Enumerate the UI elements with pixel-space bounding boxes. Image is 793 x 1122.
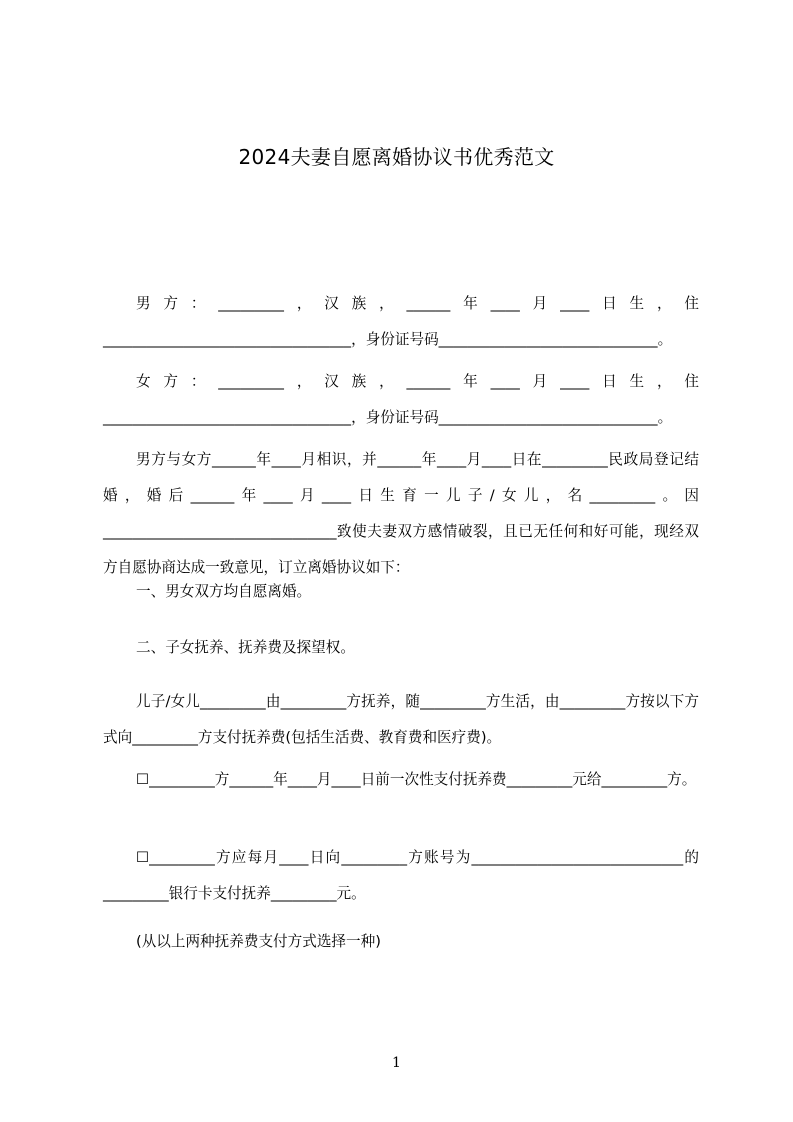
option-lump-sum-payment: ☐_________方______年____月____日前一次性支付抚养费_________元给_________方。 <box>136 771 697 788</box>
clause-2-child-custody: 二、子女抚养、抚养费及探望权。 <box>136 639 355 656</box>
clause-1-divorce: 一、男女双方均自愿离婚。 <box>136 583 312 600</box>
note-choose-payment-method: (从以上两种抚养费支付方式选择一种) <box>136 933 381 950</box>
document-title: 2024夫妻自愿离婚协议书优秀范文 <box>238 145 555 169</box>
paragraph-female-party: 女方：_________，汉族，______年____月____日生，住__________________________________，身份证号码______________________________。 <box>103 373 699 426</box>
paragraph-marriage-background: 男方与女方______年____月相识，并______年____月____日在_________民政局登记结婚，婚后______年____月____日生育一儿子/女儿，名_________。因________________________________致使夫妻双方感情破裂，且已无任何和好可能，现经双方自愿协商达成一致意见，订立离婚协议如下： <box>103 451 699 576</box>
option-monthly-payment: ☐_________方应每月____日向_________方账号为_____________________________的_________银行卡支付抚养_________元。 <box>103 849 699 902</box>
paragraph-child-support-arrangement: 儿子/女儿_________由_________方抚养，随_________方生活，由_________方按以下方式向_________方支付抚养费(包括生活费、教育费和医疗费)。 <box>103 693 699 746</box>
paragraph-male-party: 男方：_________，汉族，______年____月____日生，住__________________________________，身份证号码______________________________。 <box>103 295 699 348</box>
page-number: 1 <box>392 1055 401 1071</box>
